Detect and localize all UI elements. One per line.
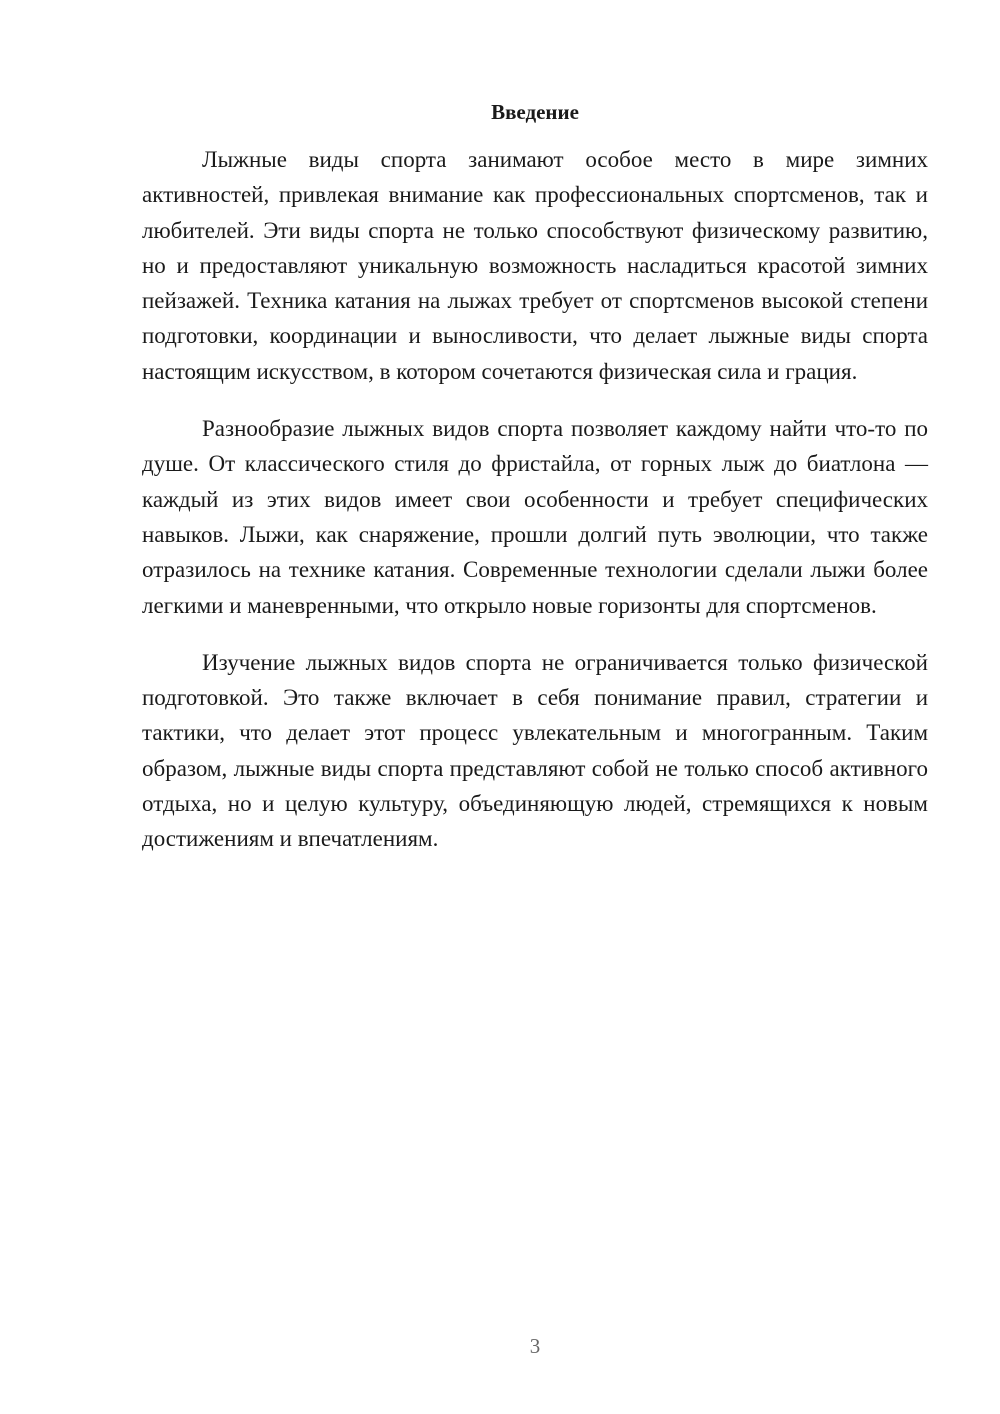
- page-number: 3: [529, 1334, 541, 1358]
- paragraph-1: Лыжные виды спорта занимают особое место в мире зимних активностей, привлекая внимание как профессиональных спортсменов, так и любителей. Эти виды спорта не только способствуют физическому развитию, но и предоставляют уникальную возможность насладиться красотой зимних пейзажей. Техника катания на лыжах требует от спортсменов высокой степени подготовки, координации и выносливости, что делает лыжные виды спорта настоящим искусством, в котором сочетаются физическая сила и грация.: [142, 147, 928, 384]
- body-text: [142, 142, 928, 879]
- paragraph-2: Разнообразие лыжных видов спорта позволяет каждому найти что-то по душе. От классического стиля до фристайла, от горных лыж до биатлона — каждый из этих видов имеет свои особенности и требует специфических навыков. Лыжи, как снаряжение, прошли долгий путь эволюции, что также отразилось на технике катания. Современные технологии сделали лыжи более легкими и маневренными, что открыло новые горизонты для спортсменов.: [142, 416, 928, 618]
- paragraph-3: Изучение лыжных видов спорта не ограничивается только физической подготовкой. Это также включает в себя понимание правил, стратегии и тактики, что делает этот процесс увлекательным и многогранным. Таким образом, лыжные виды спорта представляют собой не только способ активного отдыха, но и целую культуру, объединяющую людей, стремящихся к новым достижениям и впечатлениям.: [142, 649, 928, 852]
- section-heading: Введение: [491, 100, 579, 124]
